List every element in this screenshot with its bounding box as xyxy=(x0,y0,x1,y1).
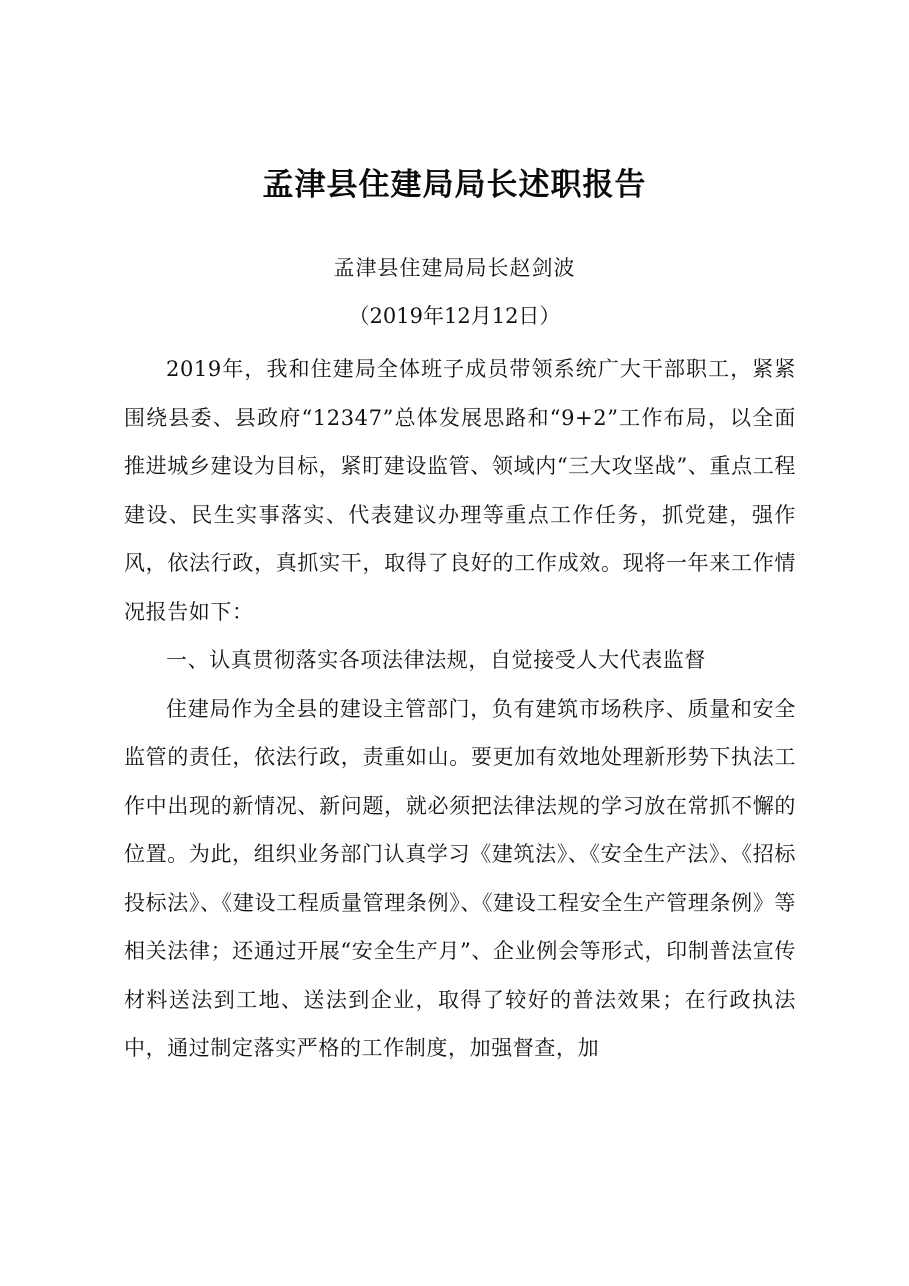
paragraph-section-1: 住建局作为全县的建设主管部门，负有建筑市场秩序、质量和安全监管的责任，依法行政，责重如山。要更加有效地处理新形势下执法工作中出现的新情况、新问题，就必须把法律法规的学习放在常抓不懈的位置。为此，组织业务部门认真学习《建筑法》、《安全生产法》、《招标投标法》、《建设工程质量管理条例》、《建设工程安全生产管理条例》等相关法律；还通过开展“安全生产月”、企业例会等形式，印制普法宣传材料送法到工地、送法到企业，取得了较好的普法效果；在行政执法中，通过制定落实严格的工作制度，加强督查，加 xyxy=(124,696,796,1060)
document-date: （2019年12月12日） xyxy=(348,304,561,328)
document-body xyxy=(124,345,796,1073)
section-heading-1: 一、认真贯彻落实各项法律法规，自觉接受人大代表监督 xyxy=(166,648,706,672)
document-title: 孟津县住建局局长述职报告 xyxy=(262,167,647,203)
document-author: 孟津县住建局局长赵剑波 xyxy=(333,256,576,280)
paragraph-intro: 2019年，我和住建局全体班子成员带领系统广大干部职工，紧紧围绕县委、县政府“12347”总体发展思路和“9+2”工作布局，以全面推进城乡建设为目标，紧盯建设监管、领域内“三大攻坚战”、重点工程建设、民生实事落实、代表建议办理等重点工作任务，抓党建，强作风，依法行政，真抓实干，取得了良好的工作成效。现将一年来工作情况报告如下： xyxy=(124,357,796,624)
